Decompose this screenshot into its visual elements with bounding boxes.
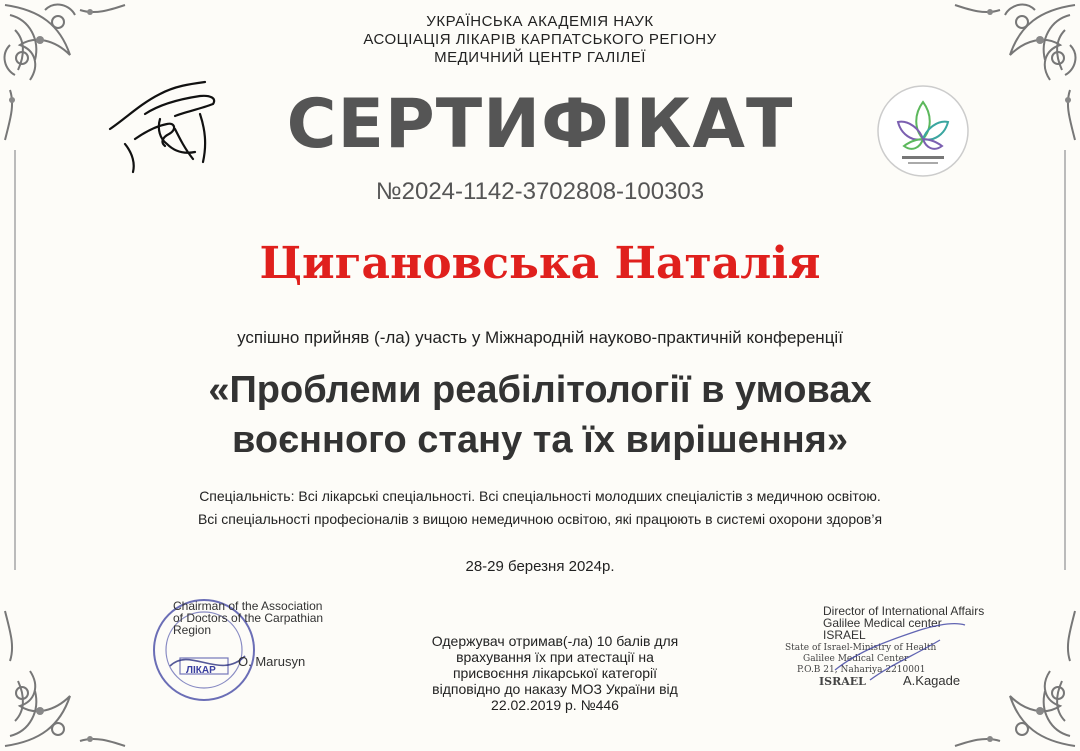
points-line-2: врахування їх при атестації на [456, 649, 654, 665]
stamp-right-line-2: Galilee Medical Center [803, 654, 909, 664]
header-line-3: МЕДИЧНИЙ ЦЕНТР ГАЛІЛЕЇ [434, 49, 646, 66]
signature-left-name: O. Marusyn [238, 654, 306, 669]
signature-left-line-1: Chairman of the Association [173, 599, 323, 613]
conference-title [0, 365, 1080, 465]
certificate-title: СЕРТИФІКАТ [286, 85, 794, 164]
stamp-right-line-3: P.O.B 21, Nahariya 2210001 [797, 665, 926, 675]
signature-left-block [173, 600, 343, 636]
header-line-1: УКРАЇНСЬКА АКАДЕМІЯ НАУК [426, 13, 654, 30]
recipient-name: Цигановська Наталія [259, 238, 821, 289]
stamp-left-text: ЛІКАР [186, 665, 216, 676]
signature-right-line-1: Director of International Affairs [823, 604, 985, 618]
conference-title-line-1: «Проблеми реабілітології в умовах [208, 369, 872, 411]
stamp-right-line-1: State of Israel-Ministry of Health [785, 643, 937, 653]
points-line-3: присвоєння лікарської категорії [452, 665, 658, 681]
conference-date: 28-29 березня 2024р. [465, 558, 615, 575]
signature-left-line-3: Region [173, 623, 212, 637]
points-line-4: відповідно до наказу МОЗ України від [432, 681, 678, 697]
stamp-right-line-4: ISRAEL [819, 675, 866, 688]
points-line-1: Одержувач отримав(-ла) 10 балів для [431, 633, 679, 649]
points-line-5: 22.02.2019 р. №446 [491, 697, 619, 713]
signature-right-line-3: ISRAEL [823, 628, 866, 642]
signature-right-name: A.Kagade [903, 673, 961, 688]
conference-title-line-2: воєнного стану та їх вирішення» [232, 419, 848, 461]
specialty-line-2: Всі спеціальності професіоналів з вищою немедичною освітою, які працюють в системі охорони здоров’я [197, 511, 883, 527]
specialty-line-1: Спеціальність: Всі лікарські спеціальності. Всі спеціальності молодших спеціалістів з медичною освітою. [199, 488, 881, 504]
ornament-corner-bottom-left-icon [0, 601, 140, 751]
specialty-text [0, 485, 1080, 531]
certificate-number: №2024-1142-3702808-100303 [375, 178, 705, 205]
signature-right-line-2: Galilee Medical center [823, 616, 942, 630]
header-line-2: АСОЦІАЦІЯ ЛІКАРІВ КАРПАТСЬКОГО РЕГІОНУ [363, 31, 717, 48]
points-text [390, 633, 720, 713]
signature-left-line-2: of Doctors of the Carpathian [173, 611, 324, 625]
intro-text: успішно прийняв (-ла) участь у Міжнародній науково-практичній конференції [237, 328, 843, 347]
